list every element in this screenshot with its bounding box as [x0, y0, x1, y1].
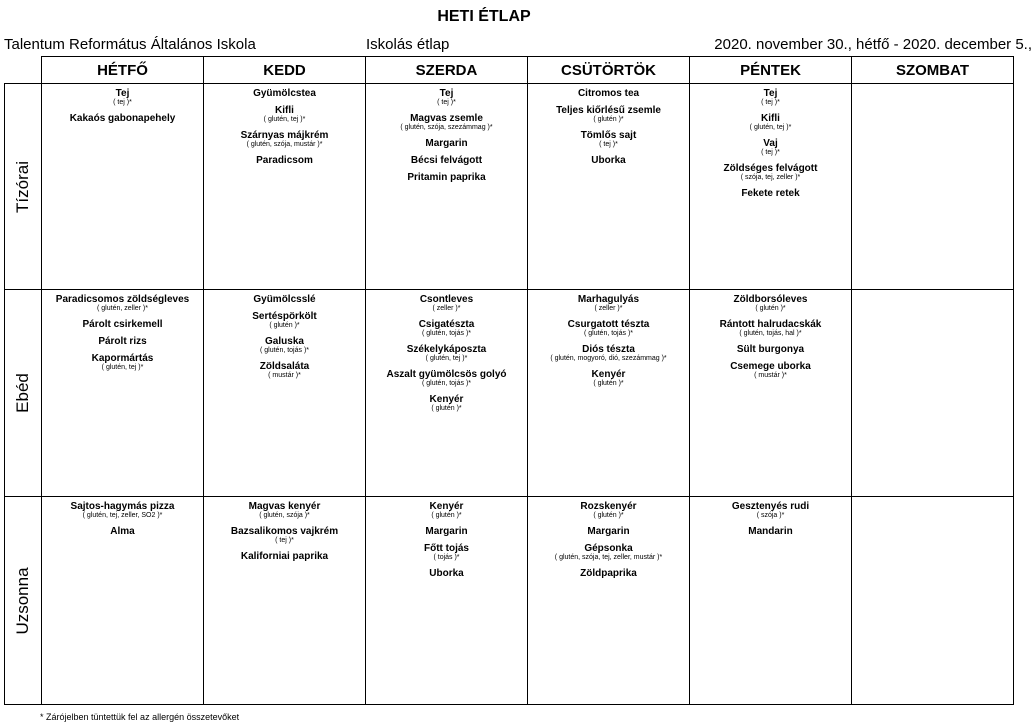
dish-name: Zöldsaláta [259, 361, 310, 372]
allergen-note: ( zeller )* [594, 305, 623, 312]
meal-label-cell [5, 497, 42, 705]
menu-item [690, 163, 851, 182]
menu-item [690, 319, 851, 338]
menu-item [42, 501, 203, 520]
allergen-note: ( glutén, tej )* [101, 364, 144, 371]
allergen-note: ( tej )* [761, 149, 780, 156]
menu-cell [528, 84, 690, 290]
allergen-note: ( tej )* [437, 99, 456, 106]
dish-name: Uborka [591, 155, 626, 166]
school-name: Talentum Református Általános Iskola [4, 36, 256, 53]
allergen-note: ( glutén, szója )* [259, 512, 310, 519]
menu-item [528, 88, 689, 99]
menu-table [4, 56, 1014, 705]
dish-name: Tej [763, 88, 778, 99]
meal-label-cell [5, 84, 42, 290]
allergen-note: ( glutén, tojás, hal )* [739, 330, 802, 337]
dish-name: Csontleves [419, 294, 474, 305]
dish-name: Paradicsom [256, 155, 313, 166]
menu-item [528, 568, 689, 579]
menu-item [690, 188, 851, 199]
dish-name: Gyümölcstea [253, 88, 316, 99]
menu-item [42, 526, 203, 537]
menu-item [204, 551, 365, 562]
allergen-note: ( tej )* [599, 141, 618, 148]
dish-name: Gépsonka [584, 543, 633, 554]
allergen-note: ( glutén, tej )* [263, 116, 306, 123]
dish-name: Paradicsomos zöldségleves [55, 294, 190, 305]
dish-name: Sertéspörkölt [252, 311, 317, 322]
menu-item [528, 344, 689, 363]
dish-name: Alma [110, 526, 135, 537]
dish-name: Pritamin paprika [407, 172, 486, 183]
menu-item [366, 543, 527, 562]
allergen-note: ( glutén, szója, szezámmag )* [400, 124, 493, 131]
allergen-note: ( glutén, tojás )* [421, 380, 472, 387]
menu-kind: Iskolás étlap [366, 36, 450, 53]
day-header-row [5, 57, 1014, 84]
day-header-wednesday: SZERDA [366, 57, 528, 84]
dish-name: Kakaós gabonapehely [69, 113, 176, 124]
allergen-note: ( glutén, mogyoró, dió, szezámmag )* [550, 355, 667, 362]
dish-name: Főtt tojás [424, 543, 469, 554]
menu-item [528, 501, 689, 520]
dish-name: Kifli [275, 105, 294, 116]
menu-item [204, 88, 365, 99]
menu-item [204, 155, 365, 166]
menu-cell [42, 84, 204, 290]
dish-name: Kenyér [429, 394, 464, 405]
menu-cell [690, 497, 852, 705]
menu-item [690, 138, 851, 157]
dish-name: Galuska [265, 336, 304, 347]
menu-cell [528, 497, 690, 705]
meal-row [5, 84, 1014, 290]
menu-item [690, 526, 851, 537]
dish-name: Citromos tea [577, 88, 640, 99]
menu-item [690, 294, 851, 313]
menu-item [204, 294, 365, 305]
menu-item [690, 113, 851, 132]
allergen-note: ( tej )* [275, 537, 294, 544]
menu-item [528, 319, 689, 338]
menu-cell [42, 290, 204, 497]
dish-name: Bazsalikomos vajkrém [230, 526, 339, 537]
menu-cell [690, 84, 852, 290]
allergen-note: ( glutén )* [431, 512, 462, 519]
menu-item [204, 130, 365, 149]
day-header-monday: HÉTFŐ [42, 57, 204, 84]
dish-name: Kifli [761, 113, 780, 124]
menu-item [42, 353, 203, 372]
dish-name: Magvas kenyér [248, 501, 321, 512]
dish-name: Bécsi felvágott [410, 155, 483, 166]
menu-item [366, 369, 527, 388]
menu-item [366, 113, 527, 132]
menu-item [204, 105, 365, 124]
menu-item [528, 369, 689, 388]
menu-item [690, 88, 851, 107]
menu-cell [42, 497, 204, 705]
dish-name: Zöldborsóleves [733, 294, 808, 305]
menu-body [5, 84, 1014, 705]
allergen-note: ( glutén )* [269, 322, 300, 329]
menu-item [42, 319, 203, 330]
menu-item [528, 130, 689, 149]
allergen-footnote: * Zárójelben tüntettük fel az allergén összetevőket [40, 712, 240, 722]
menu-item [366, 319, 527, 338]
menu-item [366, 172, 527, 183]
menu-item [690, 361, 851, 380]
date-range: 2020. november 30., hétfő - 2020. december 5., [714, 36, 1032, 53]
menu-item [204, 526, 365, 545]
menu-item [204, 361, 365, 380]
menu-item [528, 543, 689, 562]
menu-cell [204, 497, 366, 705]
dish-name: Párolt csirkemell [82, 319, 163, 330]
day-header-thursday: CSÜTÖRTÖK [528, 57, 690, 84]
corner-cell [5, 57, 42, 84]
dish-name: Szárnyas májkrém [240, 130, 329, 141]
allergen-note: ( glutén, tej, zeller, SO2 )* [82, 512, 163, 519]
allergen-note: ( mustár )* [268, 372, 301, 379]
menu-item [366, 88, 527, 107]
menu-item [690, 501, 851, 520]
allergen-note: ( glutén )* [755, 305, 786, 312]
allergen-note: ( szója )* [756, 512, 785, 519]
allergen-note: ( zeller )* [432, 305, 461, 312]
menu-item [204, 336, 365, 355]
dish-name: Kapormártás [91, 353, 154, 364]
menu-item [366, 526, 527, 537]
allergen-note: ( tojás )* [433, 554, 460, 561]
allergen-note: ( glutén, tojás )* [259, 347, 310, 354]
menu-item [366, 138, 527, 149]
menu-cell [366, 290, 528, 497]
meal-label: Uzsonna [13, 566, 32, 635]
menu-item [42, 336, 203, 347]
allergen-note: ( glutén, szója, tej, zeller, mustár )* [554, 554, 663, 561]
dish-name: Székelykáposzta [406, 344, 487, 355]
dish-name: Aszalt gyümölcsös golyó [386, 369, 507, 380]
dish-name: Csemege uborka [730, 361, 811, 372]
dish-name: Fekete retek [741, 188, 800, 199]
dish-name: Kenyér [591, 369, 626, 380]
menu-item [366, 294, 527, 313]
dish-name: Magvas zsemle [410, 113, 483, 124]
dish-name: Csurgatott tészta [567, 319, 650, 330]
menu-cell [366, 84, 528, 290]
menu-cell [852, 497, 1014, 705]
dish-name: Kaliforniai paprika [240, 551, 329, 562]
dish-name: Gyümölcsslé [253, 294, 316, 305]
menu-item [366, 344, 527, 363]
dish-name: Vaj [763, 138, 778, 149]
meal-label-cell [5, 290, 42, 497]
meal-row [5, 497, 1014, 705]
meal-row [5, 290, 1014, 497]
menu-item [42, 88, 203, 107]
dish-name: Rántott halrudacskák [719, 319, 822, 330]
menu-item [204, 501, 365, 520]
allergen-note: ( glutén, szója, mustár )* [246, 141, 323, 148]
dish-name: Margarin [425, 526, 468, 537]
allergen-note: ( glutén, tej )* [425, 355, 468, 362]
dish-name: Kenyér [429, 501, 464, 512]
menu-cell [852, 290, 1014, 497]
menu-item [690, 344, 851, 355]
dish-name: Margarin [587, 526, 630, 537]
allergen-note: ( glutén )* [593, 380, 624, 387]
allergen-note: ( glutén, tej )* [749, 124, 792, 131]
dish-name: Csigatészta [418, 319, 475, 330]
menu-item [42, 294, 203, 313]
allergen-note: ( glutén, tojás )* [583, 330, 634, 337]
dish-name: Tej [115, 88, 130, 99]
dish-name: Uborka [429, 568, 464, 579]
day-header-tuesday: KEDD [204, 57, 366, 84]
menu-cell [528, 290, 690, 497]
allergen-note: ( mustár )* [754, 372, 787, 379]
dish-name: Tej [439, 88, 454, 99]
dish-name: Párolt rizs [98, 336, 147, 347]
dish-name: Zöldpaprika [580, 568, 637, 579]
allergen-note: ( glutén, tojás )* [421, 330, 472, 337]
allergen-note: ( glutén, zeller )* [97, 305, 148, 312]
allergen-note: ( szója, tej, zeller )* [740, 174, 801, 181]
menu-item [528, 294, 689, 313]
menu-cell [690, 290, 852, 497]
allergen-note: ( tej )* [113, 99, 132, 106]
dish-name: Rozskenyér [580, 501, 637, 512]
menu-item [528, 155, 689, 166]
page-title: HETI ÉTLAP [437, 8, 531, 25]
allergen-note: ( glutén )* [593, 512, 624, 519]
dish-name: Sült burgonya [736, 344, 805, 355]
menu-item [528, 105, 689, 124]
dish-name: Marhagulyás [577, 294, 640, 305]
menu-cell [204, 84, 366, 290]
dish-name: Gesztenyés rudi [731, 501, 810, 512]
menu-item [366, 394, 527, 413]
meal-label: Ebéd [13, 373, 32, 413]
allergen-note: ( glutén )* [593, 116, 624, 123]
menu-item [366, 155, 527, 166]
day-header-saturday: SZOMBAT [852, 57, 1014, 84]
day-header-friday: PÉNTEK [690, 57, 852, 84]
menu-item [42, 113, 203, 124]
menu-item [366, 568, 527, 579]
dish-name: Margarin [425, 138, 468, 149]
menu-item [528, 526, 689, 537]
dish-name: Mandarin [748, 526, 793, 537]
dish-name: Teljes kiőrlésű zsemle [556, 105, 661, 116]
menu-cell [852, 84, 1014, 290]
menu-item [204, 311, 365, 330]
menu-cell [366, 497, 528, 705]
menu-item [366, 501, 527, 520]
dish-name: Sajtos-hagymás pizza [70, 501, 175, 512]
dish-name: Zöldséges felvágott [723, 163, 818, 174]
allergen-note: ( glutén )* [431, 405, 462, 412]
menu-cell [204, 290, 366, 497]
dish-name: Diós tészta [582, 344, 635, 355]
allergen-note: ( tej )* [761, 99, 780, 106]
dish-name: Tömlős sajt [580, 130, 637, 141]
meal-label: Tízórai [13, 160, 32, 213]
